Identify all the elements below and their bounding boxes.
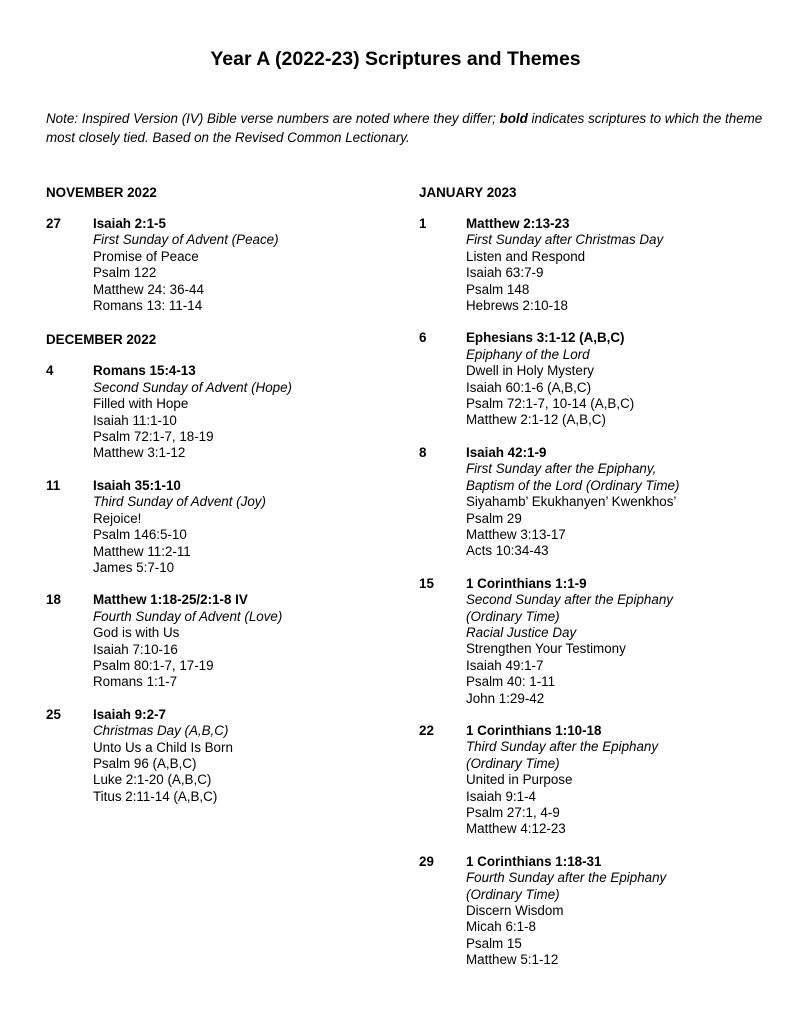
reading-reference: Isaiah 60:1-6 (A,B,C) xyxy=(466,379,592,395)
reading-reference: John 1:29-42 xyxy=(466,690,545,706)
entry-date: 6 xyxy=(419,330,427,346)
reading-reference: Isaiah 9:1-4 xyxy=(466,788,536,804)
entry-body xyxy=(466,854,769,969)
note-text-2: indicates scriptures to which the theme most closely tied. Based on the Revised Common Lectionary. xyxy=(46,111,763,145)
lectionary-entry xyxy=(419,330,769,428)
reading-reference: Matthew 5:1-12 xyxy=(466,952,559,968)
theme-title: Rejoice! xyxy=(93,510,142,526)
reading-reference: Matthew 4:12-23 xyxy=(466,821,566,837)
entry-body xyxy=(93,707,376,805)
primary-scripture: Matthew 1:18-25/2:1-8 IV xyxy=(93,592,248,608)
reading-reference: Psalm 72:1-7, 18-19 xyxy=(93,429,214,445)
reading-reference: Psalm 27:1, 4-9 xyxy=(466,805,560,820)
entry-date: 25 xyxy=(46,706,61,722)
primary-scripture: 1 Corinthians 1:18-31 xyxy=(466,853,602,869)
primary-scripture: 1 Corinthians 1:10-18 xyxy=(466,722,602,738)
reading-reference: Psalm 80:1-7, 17-19 xyxy=(93,657,214,673)
entry-body xyxy=(466,576,769,707)
occasion-line: Racial Justice Day xyxy=(466,624,577,640)
occasion-line: (Ordinary Time) xyxy=(466,608,560,624)
primary-scripture: Isaiah 35:1-10 xyxy=(93,477,181,493)
left-column xyxy=(46,184,376,822)
occasion-line: Epiphany of the Lord xyxy=(466,346,590,362)
reading-reference: Psalm 40: 1-11 xyxy=(466,674,556,690)
reading-reference: Isaiah 7:10-16 xyxy=(93,641,178,657)
entry-date: 18 xyxy=(46,592,61,608)
lectionary-entry xyxy=(46,216,376,314)
entry-body xyxy=(466,330,769,428)
theme-title: God is with Us xyxy=(93,625,180,641)
reading-reference: Isaiah 63:7-9 xyxy=(466,265,544,281)
entry-body xyxy=(466,723,769,838)
lectionary-entry xyxy=(419,576,769,707)
occasion-line: Fourth Sunday of Advent (Love) xyxy=(93,608,283,624)
lectionary-entry xyxy=(46,363,376,461)
theme-title: Strengthen Your Testimony xyxy=(466,641,626,657)
reading-reference: Matthew 2:1-12 (A,B,C) xyxy=(466,412,606,428)
reading-reference: Matthew 3:13-17 xyxy=(466,526,566,542)
theme-title: United in Purpose xyxy=(466,772,573,788)
primary-scripture: Matthew 2:13-23 xyxy=(466,216,570,231)
occasion-line: (Ordinary Time) xyxy=(466,886,560,902)
primary-scripture: Romans 15:4-13 xyxy=(93,363,196,379)
reading-reference: Micah 6:1-8 xyxy=(466,919,536,935)
reading-reference: Romans 13: 11-14 xyxy=(93,298,203,314)
entry-body xyxy=(93,592,376,690)
primary-scripture: Isaiah 42:1-9 xyxy=(466,444,547,460)
entry-date: 15 xyxy=(419,575,434,591)
reading-reference: Psalm 15 xyxy=(466,935,522,951)
entry-date: 8 xyxy=(419,444,427,460)
month-heading: NOVEMBER 2022 xyxy=(46,185,157,200)
occasion-line: First Sunday of Advent (Peace) xyxy=(93,232,279,248)
reading-reference: Psalm 146:5-10 xyxy=(93,527,187,543)
lectionary-entry xyxy=(419,216,769,314)
occasion-line: Third Sunday after the Epiphany xyxy=(466,739,659,755)
theme-title: Discern Wisdom xyxy=(466,903,564,919)
reading-reference: Psalm 96 (A,B,C) xyxy=(93,755,197,771)
primary-scripture: Isaiah 2:1-5 xyxy=(93,216,166,231)
lectionary-entry xyxy=(46,478,376,576)
reading-reference: Isaiah 49:1-7 xyxy=(466,657,544,673)
lectionary-entry xyxy=(46,592,376,690)
reading-reference: Matthew 11:2-11 xyxy=(93,543,191,559)
reading-reference: Acts 10:34-43 xyxy=(466,543,549,559)
entry-body xyxy=(466,445,769,560)
reading-reference: Matthew 3:1-12 xyxy=(93,445,186,461)
reading-reference: Titus 2:11-14 (A,B,C) xyxy=(93,788,218,804)
occasion-line: Second Sunday of Advent (Hope) xyxy=(93,379,293,395)
entry-date: 27 xyxy=(46,216,61,231)
lectionary-entry xyxy=(419,445,769,560)
reading-reference: Psalm 122 xyxy=(93,265,157,281)
occasion-line: First Sunday after the Epiphany, xyxy=(466,461,657,477)
month-section xyxy=(46,331,376,805)
entry-date: 1 xyxy=(419,216,427,231)
theme-title: Promise of Peace xyxy=(93,248,199,264)
occasion-line: Third Sunday of Advent (Joy) xyxy=(93,494,266,510)
entry-body xyxy=(93,216,376,314)
theme-title: Unto Us a Child Is Born xyxy=(93,739,233,755)
primary-scripture: Ephesians 3:1-12 (A,B,C) xyxy=(466,330,625,346)
occasion-line: First Sunday after Christmas Day xyxy=(466,232,664,248)
entry-date: 11 xyxy=(46,477,61,493)
reading-reference: Luke 2:1-20 (A,B,C) xyxy=(93,772,212,788)
intro-note xyxy=(46,110,766,147)
reading-reference: Psalm 29 xyxy=(466,510,522,526)
theme-title: Listen and Respond xyxy=(466,248,586,264)
month-heading: JANUARY 2023 xyxy=(419,185,517,200)
reading-reference: Isaiah 11:1-10 xyxy=(93,412,177,428)
entry-date: 29 xyxy=(419,853,434,869)
reading-reference: Psalm 72:1-7, 10-14 (A,B,C) xyxy=(466,396,635,412)
theme-title: Siyahamb’ Ekukhanyen’ Kwenkhos’ xyxy=(466,494,677,510)
reading-reference: Psalm 148 xyxy=(466,281,530,297)
entry-body xyxy=(93,363,376,461)
page-title: Year A (2022-23) Scriptures and Themes xyxy=(210,48,581,70)
theme-title: Dwell in Holy Mystery xyxy=(466,363,594,379)
note-bold-word: bold xyxy=(499,111,528,126)
month-section xyxy=(419,184,769,969)
lectionary-entry xyxy=(46,707,376,805)
lectionary-entry xyxy=(419,723,769,838)
month-section xyxy=(46,184,376,314)
reading-reference: James 5:7-10 xyxy=(93,559,175,575)
reading-reference: Romans 1:1-7 xyxy=(93,674,178,690)
occasion-line: Fourth Sunday after the Epiphany xyxy=(466,870,667,886)
month-heading: DECEMBER 2022 xyxy=(46,332,157,348)
reading-reference: Matthew 24: 36-44 xyxy=(93,281,204,297)
occasion-line: Second Sunday after the Epiphany xyxy=(466,592,673,608)
lectionary-entry xyxy=(419,854,769,969)
occasion-line: Christmas Day (A,B,C) xyxy=(93,723,229,739)
primary-scripture: Isaiah 9:2-7 xyxy=(93,706,166,722)
primary-scripture: 1 Corinthians 1:1-9 xyxy=(466,575,587,591)
entry-date: 22 xyxy=(419,722,434,738)
reading-reference: Hebrews 2:10-18 xyxy=(466,298,568,314)
entry-body xyxy=(93,478,376,576)
occasion-line: Baptism of the Lord (Ordinary Time) xyxy=(466,477,680,493)
note-text-1: Note: Inspired Version (IV) Bible verse numbers are noted where they differ; xyxy=(46,111,500,126)
theme-title: Filled with Hope xyxy=(93,396,189,412)
occasion-line: (Ordinary Time) xyxy=(466,755,560,771)
right-column xyxy=(419,184,769,986)
entry-body xyxy=(466,216,769,314)
entry-date: 4 xyxy=(46,363,54,379)
